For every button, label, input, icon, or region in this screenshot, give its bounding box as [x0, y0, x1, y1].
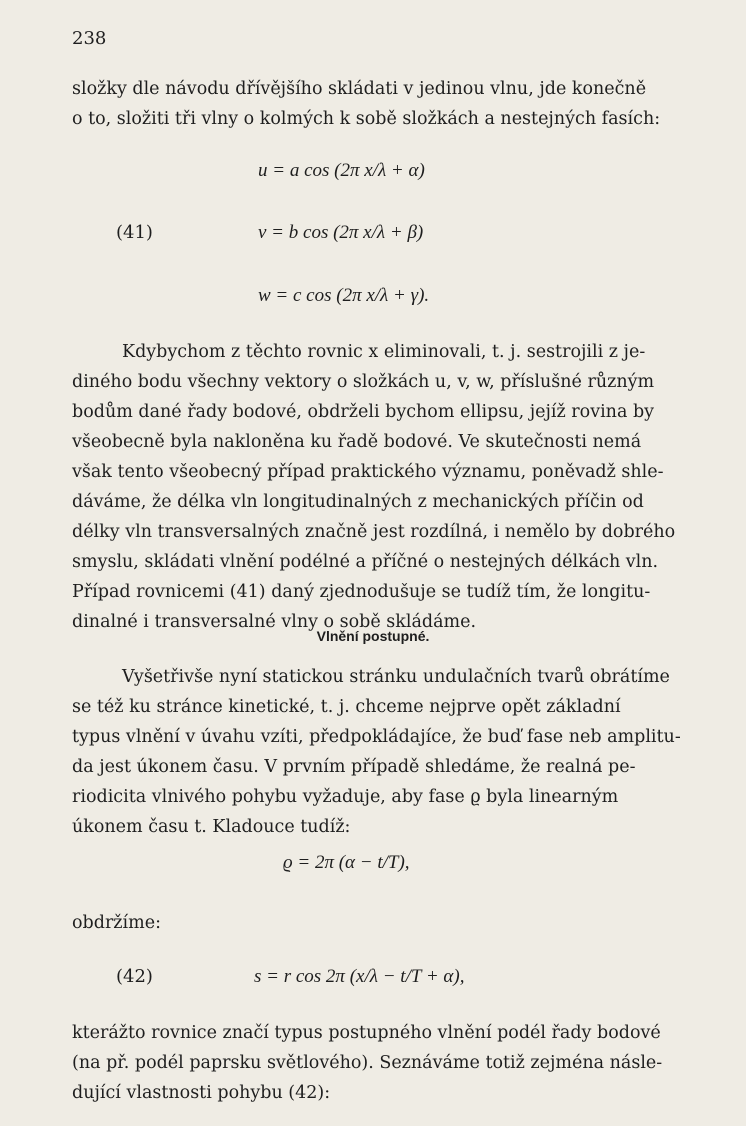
equation-number-41: (41) [116, 222, 153, 243]
equation-phase: ϱ = 2π (α − t/T), [283, 852, 410, 873]
paragraph-progressive-wave [72, 1018, 662, 1108]
text-line: dáváme, že délka vln longitudinalných z mechanických příčin od [72, 492, 644, 512]
equation-number-42: (42) [116, 966, 153, 987]
text-line: Vyšetřivše nyní statickou stránku undulačních tvarů obrátíme [122, 667, 670, 687]
text-line: délky vln transversalných značně jest rozdílná, i nemělo by dobrého [72, 522, 676, 542]
text-line: úkonem času t. Kladouce tudíž: [72, 817, 351, 837]
text-line: složky dle návodu dřívějšího skládati v jedinou vlnu, jde konečně [72, 79, 647, 99]
equation-u: u = a cos (2π x/λ + α) [258, 160, 425, 181]
section-heading: Vlnění postupné. [316, 628, 430, 644]
equation-v: v = b cos (2π x/λ + β) [258, 222, 424, 243]
text-line: smyslu, skládati vlnění podélné a příčné o nestejných délkách vln. [72, 552, 659, 572]
text-line: da jest úkonem času. V prvním případě shledáme, že realná pe- [72, 757, 636, 777]
text-line: dující vlastnosti pohybu (42): [72, 1083, 331, 1103]
equation-42: s = r cos 2π (x/λ − t/T + α), [254, 966, 465, 987]
text-line: Případ rovnicemi (41) daný zjednodušuje se tudíž tím, že longitu- [72, 582, 651, 602]
text-line: dinalné i transversalné vlny o sobě skládáme. [72, 612, 477, 632]
text-line: však tento všeobecný případ praktického významu, poněvadž shle- [72, 462, 664, 482]
text-line: bodům dané řady bodové, obdrželi bychom ellipsu, jejíž rovina by [72, 402, 655, 422]
obdrzime-line [72, 908, 161, 938]
text-line: typus vlnění v úvahu vzíti, předpokládajíce, že buď fase neb amplitu- [72, 727, 681, 747]
text-line: všeobecně byla nakloněna ku řadě bodové. Ve skutečnosti nemá [72, 432, 642, 452]
text-line: (na př. podél paprsku světlového). Seznáváme totiž zejména násle- [72, 1053, 663, 1073]
text-line: o to, složiti tři vlny o kolmých k sobě složkách a nestejných fasích: [72, 109, 661, 129]
equation-w: w = c cos (2π x/λ + γ). [258, 285, 430, 306]
text-line: Kdybychom z těchto rovnic x eliminovali, t. j. sestrojili z je- [122, 342, 646, 362]
text-line: obdržíme: [72, 913, 161, 933]
text-line: riodicita vlnivého pohybu vyžaduje, aby fase ϱ byla linearným [72, 787, 619, 807]
text-line: kterážto rovnice značí typus postupného vlnění podél řady bodové [72, 1023, 661, 1043]
paragraph-elimination [72, 337, 675, 637]
page-number: 238 [72, 28, 107, 49]
intro-paragraph [72, 74, 660, 134]
text-line: se též ku stránce kinetické, t. j. chceme nejprve opět základní [72, 697, 621, 717]
paragraph-kinetic [72, 662, 681, 842]
text-line: diného bodu všechny vektory o složkách u, v, w, příslušné různým [72, 372, 655, 392]
